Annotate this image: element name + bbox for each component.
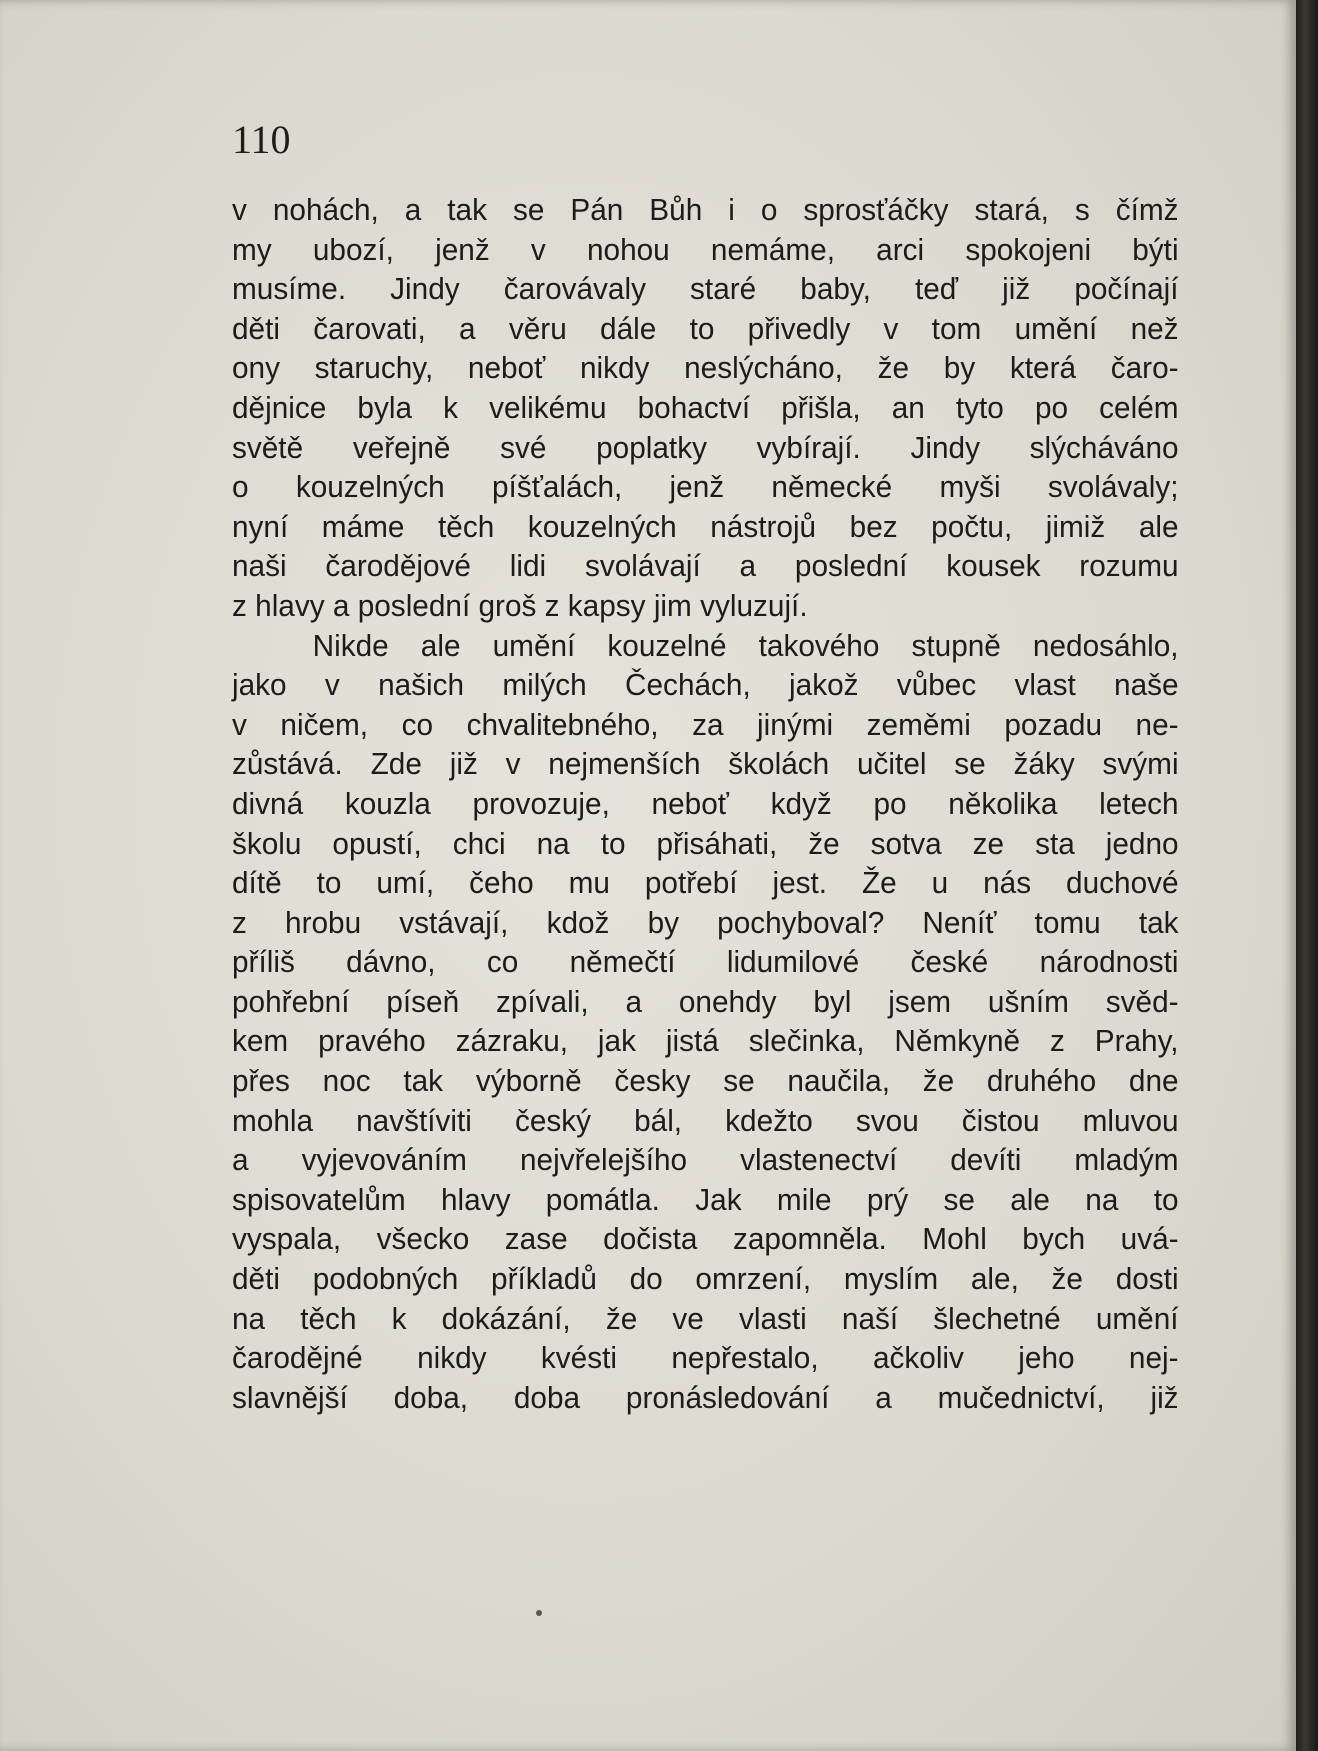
page-number: 110	[232, 117, 291, 162]
text-line: mohla navštíviti český bál, kdežto svou čistou mluvou	[232, 1102, 1179, 1138]
text-line: ony staruchy, neboť nikdy neslýcháno, že by která čaro-	[232, 350, 1179, 386]
text-line: v nohách, a tak se Pán Bůh i o sprosťáčky stará, s čímž	[232, 192, 1179, 227]
paper-speck	[536, 1610, 542, 1616]
text-line: příliš dávno, co němečtí lidumilové české národnosti	[232, 944, 1179, 980]
text-line: divná kouzla provozuje, neboť když po několika letech	[232, 785, 1179, 821]
text-line: světě veřejně své poplatky vybírají. Jindy slýcháváno	[232, 429, 1179, 465]
text-line: děti podobných příkladů do omrzení, myslím ale, že dosti	[232, 1261, 1179, 1297]
text-line: naši čarodějové lidi svolávají a poslední kousek rozumu	[232, 548, 1179, 584]
text-line: a vyjevováním nejvřelejšího vlastenectví devíti mladým	[232, 1142, 1179, 1178]
text-line: o kouzelných píšťalách, jenž německé myši svolávaly;	[232, 469, 1179, 505]
text-line: vyspala, všecko zase dočista zapomněla. Mohl bych uvá-	[232, 1221, 1179, 1257]
text-line: přes noc tak výborně česky se naučila, že druhého dne	[232, 1063, 1179, 1099]
text-line: pohřební píseň zpívali, a onehdy byl jsem ušním svěd-	[232, 983, 1179, 1019]
text-line: čarodějné nikdy kvésti nepřestalo, ačkoliv jeho nej-	[232, 1340, 1179, 1376]
text-line: kem pravého zázraku, jak jistá slečinka, Němkyně z Prahy,	[232, 1023, 1179, 1059]
text-line: z hrobu vstávají, kdož by pochyboval? Neníť tomu tak	[232, 904, 1179, 940]
book-spine-edge	[1296, 0, 1318, 1751]
body-text	[232, 190, 1218, 1417]
text-line: musíme. Jindy čarovávaly staré baby, teď již počínají	[232, 271, 1179, 307]
text-line: dítě to umí, čeho mu potřebí jest. Že u nás duchové	[232, 865, 1179, 901]
text-line: zůstává. Zde již v nejmenších školách učitel se žáky svými	[232, 746, 1179, 782]
text-line: v ničem, co chvalitebného, za jinými zeměmi pozadu ne-	[232, 706, 1179, 742]
text-line: spisovatelům hlavy pomátla. Jak mile prý se ale na to	[232, 1181, 1179, 1217]
paragraph-start-line: Nikde ale umění kouzelné takového stupně nedosáhlo,	[312, 627, 1179, 663]
text-line: slavnější doba, doba pronásledování a mučednictví, již	[232, 1379, 1179, 1415]
text-line: my ubozí, jenž v nohou nemáme, arci spokojeni býti	[232, 231, 1179, 267]
text-line: z hlavy a poslední groš z kapsy jim vyluzují.	[232, 587, 808, 623]
text-line: na těch k dokázání, že ve vlasti naší šlechetné umění	[232, 1300, 1179, 1336]
text-line: dějnice byla k velikému bohactví přišla, an tyto po celém	[232, 389, 1179, 425]
text-line: jako v našich milých Čechách, jakož vůbec vlast naše	[232, 667, 1179, 703]
text-line: školu opustí, chci na to přisáhati, že sotva ze sta jedno	[232, 825, 1179, 861]
text-line: nyní máme těch kouzelných nástrojů bez počtu, jimiž ale	[232, 508, 1179, 544]
text-line: děti čarovati, a věru dále to přivedly v tom umění než	[232, 310, 1179, 346]
